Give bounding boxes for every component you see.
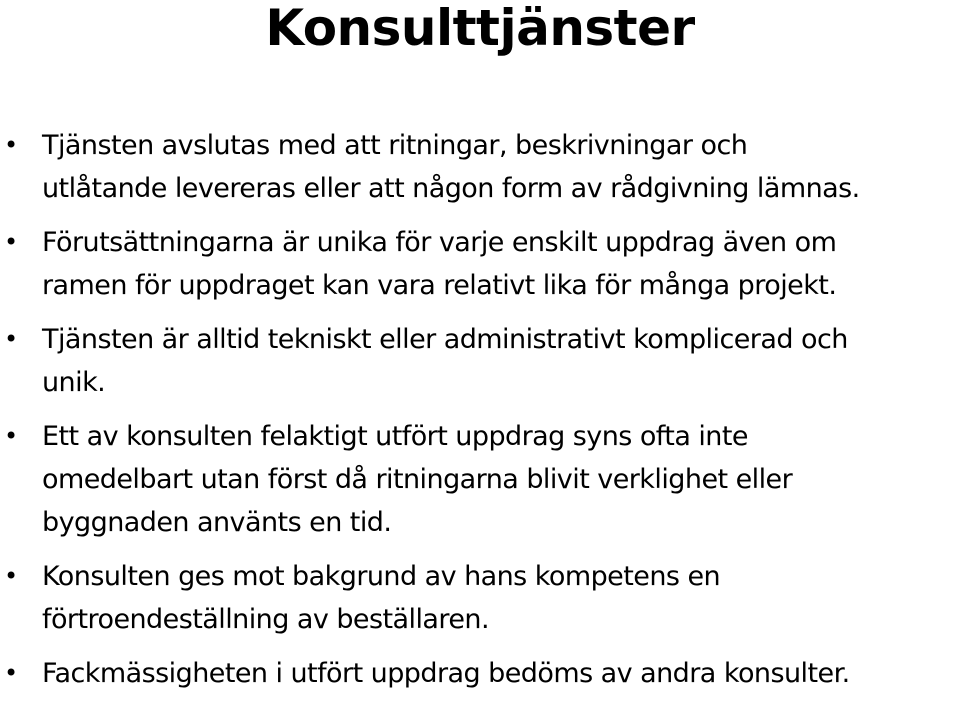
slide-title: Konsulttjänster (265, 0, 695, 57)
bullet-text-line: ramen för uppdraget kan vara relativt lika för många projekt. (42, 270, 837, 301)
bullet-text-line: Konsulten ges mot bakgrund av hans kompetens en (42, 561, 721, 592)
bullet-icon: • (4, 422, 18, 450)
bullet-icon: • (4, 659, 18, 687)
bullet-text-line: Förutsättningarna är unika för varje enskilt uppdrag även om (42, 227, 837, 258)
bullet-text-line: Ett av konsulten felaktigt utfört uppdrag syns ofta inte (42, 421, 748, 452)
bullet-list (0, 124, 960, 706)
bullet-icon: • (4, 325, 18, 353)
bullet-text-line: byggnaden använts en tid. (42, 507, 392, 538)
bullet-text-line: Fackmässigheten i utfört uppdrag bedöms av andra konsulter. (42, 658, 850, 689)
bullet-item (0, 221, 960, 307)
bullet-item (0, 415, 960, 544)
bullet-item (0, 318, 960, 404)
bullet-text-line: omedelbart utan först då ritningarna blivit verklighet eller (42, 464, 793, 495)
bullet-item (0, 124, 960, 210)
bullet-item (0, 652, 960, 695)
bullet-icon: • (4, 228, 18, 256)
bullet-icon: • (4, 562, 18, 590)
bullet-icon: • (4, 131, 18, 159)
bullet-text-line: Tjänsten är alltid tekniskt eller administrativt komplicerad och (42, 324, 848, 355)
bullet-item (0, 555, 960, 641)
bullet-text-line: Tjänsten avslutas med att ritningar, beskrivningar och (42, 130, 748, 161)
bullet-text-line: utlåtande levereras eller att någon form av rådgivning lämnas. (42, 173, 860, 204)
bullet-text-line: unik. (42, 367, 106, 398)
bullet-text-line: förtroendeställning av beställaren. (42, 604, 490, 635)
